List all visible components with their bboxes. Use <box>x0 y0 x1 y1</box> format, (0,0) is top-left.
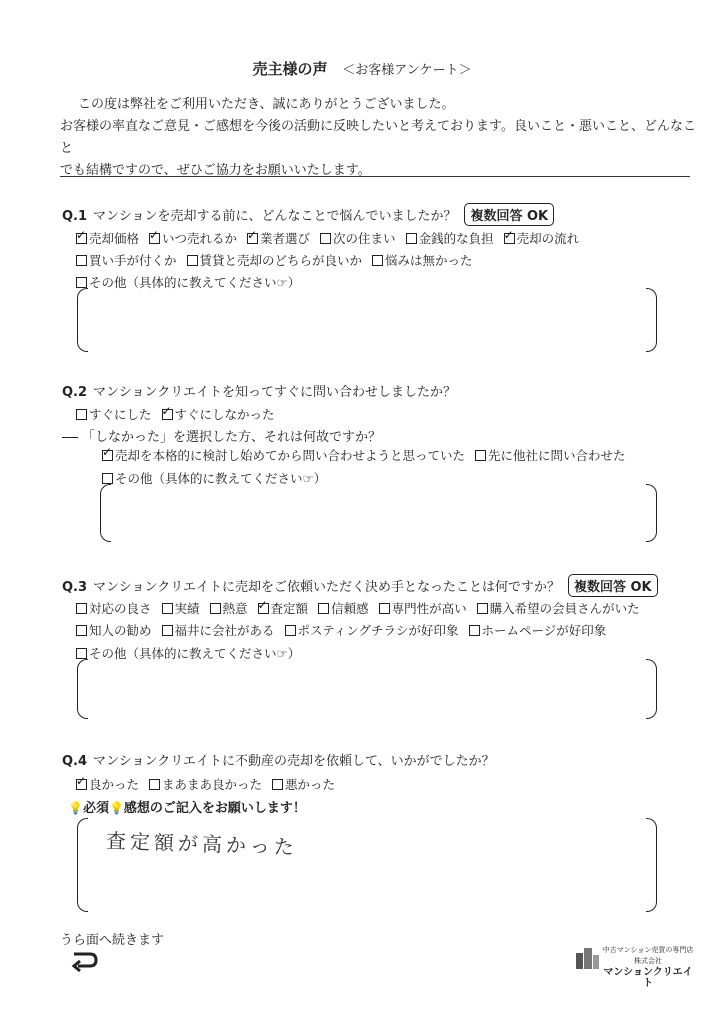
checkbox[interactable] <box>76 409 87 420</box>
q2-answer-bracket-left <box>100 484 111 542</box>
q1-other-end: ） <box>287 275 301 290</box>
intro-line-2: お客様の率直なご意見・ご感想を今後の活動に反映したいと考えております。良いこと・悪いこと、どんなこと <box>60 119 696 156</box>
q4-row-1 <box>76 775 345 793</box>
q4-handwritten-answer: 査定額が高かった <box>105 828 299 860</box>
intro-text <box>60 94 700 182</box>
q3-answer-bracket-right <box>646 659 657 719</box>
q3-heading <box>62 574 658 597</box>
q1-number: Q.1 <box>62 209 88 224</box>
checkbox[interactable] <box>162 603 173 614</box>
option-item[interactable] <box>76 601 152 616</box>
checkbox[interactable] <box>469 625 480 636</box>
q3-row-2 <box>76 621 616 639</box>
checkbox[interactable] <box>102 473 113 484</box>
option-item[interactable] <box>272 777 335 792</box>
page-title <box>0 58 724 79</box>
option-item[interactable] <box>102 448 465 463</box>
logo-company: 株式会社 <box>634 957 662 965</box>
option-item[interactable] <box>76 623 152 638</box>
q1-answer-bracket-right <box>646 288 657 352</box>
option-item[interactable] <box>187 253 363 268</box>
checkbox[interactable] <box>272 779 283 790</box>
option-item[interactable] <box>469 623 607 638</box>
checkbox[interactable] <box>76 255 87 266</box>
q2-answer-bracket-right <box>646 484 657 542</box>
checkbox-checked[interactable] <box>102 450 113 461</box>
checkbox-checked[interactable] <box>504 233 515 244</box>
option-item[interactable] <box>258 601 309 616</box>
option-item[interactable] <box>318 601 369 616</box>
q4-required-label: 必須 <box>82 801 109 816</box>
option-label: 査定額 <box>270 601 309 616</box>
option-label: 売却の流れ <box>516 231 580 246</box>
option-label: すぐにしなかった <box>174 407 275 422</box>
q3-number: Q.3 <box>62 580 88 595</box>
checkbox[interactable] <box>318 603 329 614</box>
divider <box>60 176 690 177</box>
option-label: 専門性が高い <box>391 601 467 616</box>
option-label: ホームページが好印象 <box>481 623 607 638</box>
title-sub: ＜お客様アンケート＞ <box>342 63 472 78</box>
option-label: ポスティングチラシが好印象 <box>297 623 459 638</box>
checkbox-checked[interactable] <box>247 233 258 244</box>
q2-other-label: その他（具体的に教えてください <box>115 471 303 486</box>
q1-badge: 複数回答 OK <box>464 203 554 226</box>
option-item[interactable] <box>76 253 177 268</box>
q4-required-text: 感想のご記入をお願いします！ <box>123 801 306 816</box>
checkbox[interactable] <box>285 625 296 636</box>
option-item[interactable] <box>210 601 248 616</box>
option-item[interactable] <box>379 601 467 616</box>
checkbox[interactable] <box>320 233 331 244</box>
q4-text: マンションクリエイトに不動産の売却を依頼して、いかがでしたか？ <box>93 754 495 769</box>
lightbulb-icon: 💡 <box>108 801 124 815</box>
option-label: すぐにした <box>89 407 152 422</box>
q1-text: マンションを売却する前に、どんなことで悩んでいましたか？ <box>93 209 457 224</box>
option-label: 対応の良さ <box>89 601 152 616</box>
option-item[interactable] <box>149 231 237 246</box>
option-label: 悪かった <box>285 777 336 792</box>
q1-other[interactable] <box>76 273 300 291</box>
q2-text: マンションクリエイトを知ってすぐに問い合わせしましたか？ <box>93 385 456 400</box>
checkbox[interactable] <box>76 625 87 636</box>
checkbox[interactable] <box>76 648 87 659</box>
option-label: 信頼感 <box>331 601 369 616</box>
q1-other-label: その他（具体的に教えてください <box>89 275 277 290</box>
q2-row-1 <box>76 405 285 423</box>
q4-answer-bracket-left <box>77 818 88 912</box>
q3-text: マンションクリエイトに売却をご依頼いただく決め手となったことは何ですか？ <box>93 580 560 595</box>
q2-heading <box>62 381 456 400</box>
option-label: 知人の勧め <box>89 623 152 638</box>
option-item[interactable] <box>285 623 459 638</box>
finger-icon: ☞ <box>302 471 314 486</box>
checkbox[interactable] <box>162 625 173 636</box>
q4-heading <box>62 750 495 769</box>
option-item[interactable] <box>247 231 310 246</box>
q4-required-note <box>68 797 306 816</box>
building-icon <box>574 945 602 971</box>
q3-row-1 <box>76 599 650 617</box>
checkbox-checked[interactable] <box>76 779 87 790</box>
q2-other[interactable] <box>102 469 326 487</box>
q2-row-2 <box>102 446 636 464</box>
option-item[interactable] <box>162 601 200 616</box>
q2-other-end: ） <box>313 471 327 486</box>
arrow-icon <box>70 950 100 980</box>
company-logo <box>574 945 694 989</box>
option-label: 売却を本格的に検討し始めてから問い合わせようと思っていた <box>115 448 466 463</box>
checkbox[interactable] <box>372 255 383 266</box>
option-item[interactable] <box>76 231 139 246</box>
intro-line-3: でも結構ですので、ぜひご協力をお願いいたします。 <box>60 163 371 178</box>
option-label: まあまあ良かった <box>162 777 263 792</box>
q2-sub-question <box>62 426 381 445</box>
option-label: 実績 <box>174 601 200 616</box>
option-label: 賃貸と売却のどちらが良いか <box>199 253 363 268</box>
option-label: 買い手が付くか <box>89 253 177 268</box>
intro-line-1: この度は弊社をご利用いただき、誠にありがとうございました。 <box>78 97 455 112</box>
q1-heading <box>62 203 554 226</box>
checkbox-checked[interactable] <box>76 233 87 244</box>
option-item[interactable] <box>76 777 139 792</box>
logo-tagline: 中古マンション売買の専門店 <box>602 946 694 954</box>
option-item[interactable] <box>372 253 473 268</box>
q3-other-label: その他（具体的に教えてください <box>89 646 277 661</box>
finger-icon: ☞ <box>276 275 288 290</box>
checkbox[interactable] <box>187 255 198 266</box>
checkbox[interactable] <box>76 603 87 614</box>
q4-answer-bracket-right <box>646 818 657 912</box>
option-label: 熱意 <box>222 601 248 616</box>
option-item[interactable] <box>162 407 275 422</box>
checkbox[interactable] <box>477 603 488 614</box>
option-item[interactable] <box>76 407 152 422</box>
q1-row-2 <box>76 251 483 269</box>
q3-answer-bracket-left <box>77 659 88 719</box>
q1-answer-bracket-left <box>77 288 88 352</box>
option-label: 業者選び <box>260 231 311 246</box>
option-label: 悩みは無かった <box>385 253 473 268</box>
checkbox[interactable] <box>149 779 160 790</box>
continue-note: うら面へ続きます <box>60 933 165 948</box>
checkbox[interactable] <box>76 277 87 288</box>
checkbox[interactable] <box>475 450 486 461</box>
q3-other-end: ） <box>287 646 301 661</box>
title-main: 売主様の声 <box>252 60 328 78</box>
checkbox-checked[interactable] <box>162 409 173 420</box>
q4-number: Q.4 <box>62 754 88 769</box>
q3-badge: 複数回答 OK <box>568 574 658 597</box>
option-label: いつ売れるか <box>162 231 238 246</box>
option-item[interactable] <box>504 231 580 246</box>
checkbox-checked[interactable] <box>258 603 269 614</box>
option-item[interactable] <box>406 231 494 246</box>
checkbox-checked[interactable] <box>149 233 160 244</box>
option-label: 金銭的な負担 <box>418 231 494 246</box>
option-item[interactable] <box>477 601 640 616</box>
option-label: 先に他社に問い合わせた <box>488 448 626 463</box>
lightbulb-icon: 💡 <box>68 801 83 815</box>
option-item[interactable] <box>320 231 396 246</box>
option-label: 次の住まい <box>333 231 396 246</box>
q2-sub-text: 「しなかった」を選択した方、それは何故ですか？ <box>82 430 382 445</box>
q3-other[interactable] <box>76 644 300 662</box>
q1-row-1 <box>76 229 589 247</box>
option-label: 福井に会社がある <box>174 623 275 638</box>
logo-name: マンションクリエイト <box>603 967 693 989</box>
option-label: 購入希望の会員さんがいた <box>489 601 640 616</box>
checkbox[interactable] <box>379 603 390 614</box>
option-label: 売却価格 <box>89 231 140 246</box>
checkbox[interactable] <box>406 233 417 244</box>
finger-icon: ☞ <box>276 646 288 661</box>
option-label: 良かった <box>89 777 140 792</box>
option-item[interactable] <box>162 623 275 638</box>
dash <box>62 437 78 438</box>
checkbox[interactable] <box>210 603 221 614</box>
option-item[interactable] <box>149 777 262 792</box>
option-item[interactable] <box>475 448 626 463</box>
q2-number: Q.2 <box>62 385 88 400</box>
